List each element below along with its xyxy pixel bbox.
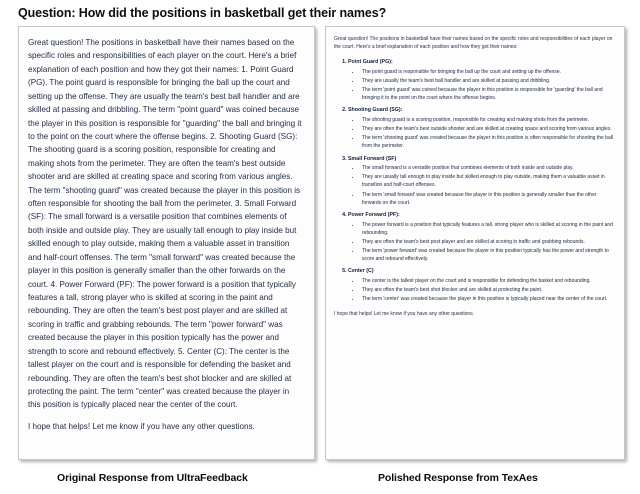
position-point: • They are usually tall enough to play inside but skilled enough to play outside, making them a valuable asset in transition and half-court offenses. <box>361 173 616 189</box>
position-point: • The point guard is responsible for bringing the ball up the court and setting up the offense. <box>361 68 616 76</box>
position-point: • They are usually the team's best ball handler and are skilled at passing and dribbling. <box>361 77 616 85</box>
original-response-paragraph: Great question! The positions in basketball have their names based on the specific roles and responsibilities of each player on the court. Here's a brief explanation of each position and how they got their names: 1. Point Guard (PG). The point guard is responsible for bringing the ball up the court and setting up the offense. They are usually the team's best ball handler and are skilled at passing and dribbling. The term "point guard" was coined because the player in this position is responsible for "guarding" the ball and bringing it to the point on the court where the offense begins. 2. Shooting Guard (SG): The shooting guard is a scoring position, responsible for creating and making shots from the perimeter. They are often the team's best outside shooter and are skilled at creating space and scoring from various angles. The term "shooting guard" was created because the player in this position is often responsible for shooting the ball from the perimeter. 3. Small Forward (SF): The small forward is a versatile position that combines elements of both inside and outside play. They are usually tall enough to play inside but skilled enough to play outside, making them a valuable asset in transition and half-court offenses. The term "small forward" was created because the player in this position is generally smaller than the other forwards on the court. 4. Power Forward (PF): The power forward is a position that typically features a tall, strong player who is skilled at scoring in the paint and rebounding. They are often the team's best post player and are skilled at scoring in traffic and grabbing rebounds. The term "power forward" was created because the player in this position typically has the power and strength to score and rebound effectively. 5. Center (C): The center is the tallest player on the court and is responsible for defending the basket and rebounding. They are often the team's best shot blocker and are skilled at protecting the paint. The term "center" was created because the player in this position is typically placed near the center of the court. <box>28 38 302 410</box>
position-title: 5. Center (C) <box>348 268 374 275</box>
position-points <box>348 164 616 207</box>
position-point: • The term 'small forward' was created because the player in this position is generally smaller than the other forwards on the court. <box>361 191 616 207</box>
position-point: • The term 'shooting guard' was created because the player in this position is often responsible for shooting the ball from the perimeter. <box>361 134 616 150</box>
position-point: • The term 'power forward' was created because the player in this position typically has the power and strength to score and rebound effectively. <box>361 247 616 263</box>
position-item-center <box>348 267 616 303</box>
position-point: • The center is the tallest player on the court and is responsible for defending the basket and rebounding. <box>361 277 616 285</box>
position-points <box>348 277 616 304</box>
position-title: 3. Small Forward (SF) <box>348 155 397 162</box>
polished-response-panel <box>325 26 625 460</box>
position-point: • They are often the team's best shot blocker and are skilled at protecting the paint. <box>361 286 616 294</box>
position-point: • They are often the team's best outside shooter and are skilled at creating space and scoring from various angles. <box>361 125 616 133</box>
polished-response-closing: I hope that helps! Let me know if you have any other questions. <box>334 311 475 318</box>
polished-response-body <box>326 27 624 325</box>
position-item-shooting-guard <box>348 106 616 150</box>
position-item-small-forward <box>348 155 616 207</box>
position-title: 2. Shooting Guard (SG): <box>348 107 403 114</box>
polished-response-intro: Great question! The positions in basketball have their names based on the specific roles and responsibilities of each player on the court. Here's a brief explanation of each position and how they got their names: <box>334 36 613 51</box>
position-title: 1. Point Guard (PG): <box>348 59 393 66</box>
position-item-point-guard <box>348 58 616 102</box>
position-point: • They are often the team's best post player and are skilled at scoring in traffic and grabbing rebounds. <box>361 238 616 246</box>
position-point: • The power forward is a position that typically features a tall, strong player who is skilled at scoring in the paint and rebounding. <box>361 221 616 237</box>
original-response-closing: I hope that helps! Let me know if you have any other questions. <box>28 421 255 431</box>
position-points <box>348 116 616 151</box>
position-points <box>348 68 616 103</box>
position-item-power-forward <box>348 211 616 263</box>
page-title: Question: How did the positions in basketball get their names? <box>18 6 387 20</box>
position-point: • The term 'center' was created because the player in this position is typically placed near the center of the court. <box>361 295 616 303</box>
original-response-panel <box>18 26 315 460</box>
panels-container <box>0 26 640 466</box>
position-points <box>348 221 616 264</box>
position-point: • The shooting guard is a scoring position, responsible for creating and making shots from the perimeter. <box>361 116 616 124</box>
position-point: • The small forward is a versatile position that combines elements of both inside and outside play. <box>361 164 616 172</box>
caption-original-response: Original Response from UltraFeedback <box>57 472 248 484</box>
position-title: 4. Power Forward (PF): <box>348 212 400 219</box>
position-point: • The term 'point guard' was coined because the player in this position is responsible for 'guarding' the ball and bringing it to the point on the court where the offense begins. <box>361 86 616 102</box>
original-response-body <box>19 27 314 447</box>
caption-polished-response: Polished Response from TexAes <box>378 472 538 484</box>
positions-list <box>334 58 616 303</box>
